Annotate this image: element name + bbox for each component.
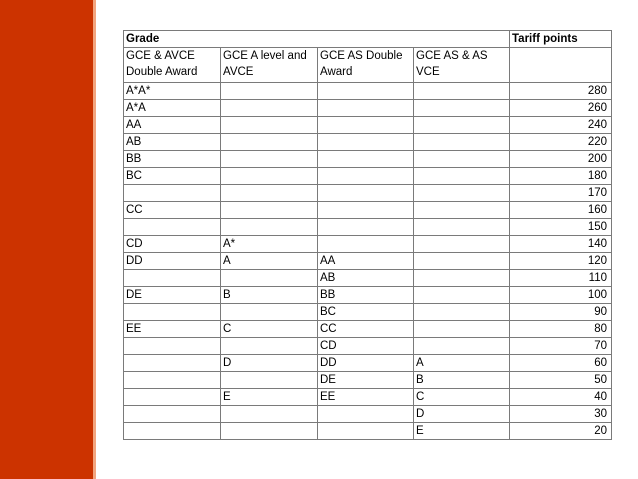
cell-tariff-points: 70 [510,338,612,355]
table-row [124,338,612,355]
cell-tariff-points: 100 [510,287,612,304]
cell-as-vce: D [414,406,510,423]
cell-tariff-points: 60 [510,355,612,372]
column-header-a-level: GCE A level and AVCE [221,48,318,83]
cell-tariff-points: 20 [510,423,612,440]
cell-as-vce: B [414,372,510,389]
cell-as-double-award [318,100,414,117]
cell-as-double-award: AB [318,270,414,287]
cell-a-level [221,406,318,423]
column-header-as-double-award: GCE AS Double Award [318,48,414,83]
column-header-row [124,48,612,83]
cell-as-double-award: EE [318,389,414,406]
cell-tariff-points: 120 [510,253,612,270]
cell-tariff-points: 200 [510,151,612,168]
column-header-double-award: GCE & AVCE Double Award [124,48,221,83]
cell-as-double-award [318,236,414,253]
cell-a-level [221,134,318,151]
cell-as-double-award: DE [318,372,414,389]
cell-as-double-award: BB [318,287,414,304]
cell-as-double-award [318,185,414,202]
cell-double-award [124,338,221,355]
table-row [124,185,612,202]
cell-tariff-points: 40 [510,389,612,406]
cell-as-vce [414,321,510,338]
cell-as-double-award: CC [318,321,414,338]
cell-double-award [124,389,221,406]
table-row [124,372,612,389]
cell-a-level: A [221,253,318,270]
cell-as-vce [414,168,510,185]
table-row [124,355,612,372]
grade-header: Grade [124,31,510,48]
cell-double-award: AA [124,117,221,134]
cell-a-level [221,202,318,219]
cell-tariff-points: 140 [510,236,612,253]
cell-a-level [221,151,318,168]
cell-tariff-points: 280 [510,83,612,100]
cell-as-vce [414,151,510,168]
table-row [124,151,612,168]
table-row [124,423,612,440]
cell-as-vce [414,287,510,304]
cell-double-award [124,270,221,287]
cell-as-double-award [318,83,414,100]
cell-as-double-award: CD [318,338,414,355]
cell-a-level [221,423,318,440]
cell-as-vce: E [414,423,510,440]
cell-tariff-points: 160 [510,202,612,219]
cell-as-double-award [318,134,414,151]
cell-as-vce [414,83,510,100]
table-row [124,100,612,117]
table-row [124,117,612,134]
cell-as-vce [414,100,510,117]
cell-tariff-points: 110 [510,270,612,287]
cell-double-award: CC [124,202,221,219]
cell-as-vce: C [414,389,510,406]
table-row [124,304,612,321]
cell-tariff-points: 150 [510,219,612,236]
table-row [124,134,612,151]
cell-double-award: DE [124,287,221,304]
table-row [124,253,612,270]
cell-tariff-points: 80 [510,321,612,338]
cell-double-award: A*A* [124,83,221,100]
cell-a-level [221,304,318,321]
cell-tariff-points: 240 [510,117,612,134]
cell-double-award [124,185,221,202]
table-row [124,236,612,253]
table-row [124,168,612,185]
cell-a-level [221,168,318,185]
cell-as-double-award [318,219,414,236]
cell-double-award [124,304,221,321]
cell-a-level [221,219,318,236]
cell-double-award: EE [124,321,221,338]
cell-a-level [221,185,318,202]
cell-as-vce [414,117,510,134]
cell-as-double-award: BC [318,304,414,321]
cell-a-level: B [221,287,318,304]
cell-a-level: D [221,355,318,372]
cell-a-level: C [221,321,318,338]
table-row [124,83,612,100]
cell-as-vce [414,202,510,219]
cell-as-double-award [318,423,414,440]
cell-double-award [124,355,221,372]
table-row [124,321,612,338]
column-header-points-blank [510,48,612,83]
cell-as-double-award: AA [318,253,414,270]
cell-as-vce [414,270,510,287]
cell-tariff-points: 260 [510,100,612,117]
cell-as-vce: A [414,355,510,372]
cell-as-double-award [318,168,414,185]
slide-side-bar [0,0,93,479]
table-row [124,270,612,287]
column-header-as-vce: GCE AS & AS VCE [414,48,510,83]
table-row [124,287,612,304]
cell-double-award [124,406,221,423]
cell-double-award: AB [124,134,221,151]
cell-as-vce [414,134,510,151]
cell-as-vce [414,253,510,270]
table-header-row [124,31,612,48]
cell-double-award [124,423,221,440]
table-row [124,389,612,406]
cell-a-level [221,372,318,389]
slide-side-accent-line [93,0,96,479]
cell-as-double-award [318,117,414,134]
cell-double-award: BC [124,168,221,185]
cell-a-level [221,117,318,134]
cell-a-level [221,83,318,100]
table-row [124,406,612,423]
cell-a-level: A* [221,236,318,253]
cell-double-award: BB [124,151,221,168]
cell-a-level [221,100,318,117]
cell-a-level: E [221,389,318,406]
table-row [124,219,612,236]
cell-tariff-points: 220 [510,134,612,151]
cell-tariff-points: 180 [510,168,612,185]
cell-as-vce [414,236,510,253]
cell-as-vce [414,338,510,355]
cell-a-level [221,338,318,355]
cell-as-double-award [318,151,414,168]
cell-as-vce [414,219,510,236]
cell-double-award [124,219,221,236]
tariff-points-header: Tariff points [510,31,612,48]
tariff-points-table [123,30,612,440]
cell-as-vce [414,304,510,321]
cell-tariff-points: 50 [510,372,612,389]
cell-as-double-award [318,202,414,219]
cell-as-vce [414,185,510,202]
cell-a-level [221,270,318,287]
cell-double-award [124,372,221,389]
cell-double-award: A*A [124,100,221,117]
cell-double-award: CD [124,236,221,253]
cell-double-award: DD [124,253,221,270]
cell-as-double-award: DD [318,355,414,372]
cell-tariff-points: 90 [510,304,612,321]
table-row [124,202,612,219]
cell-as-double-award [318,406,414,423]
cell-tariff-points: 170 [510,185,612,202]
cell-tariff-points: 30 [510,406,612,423]
